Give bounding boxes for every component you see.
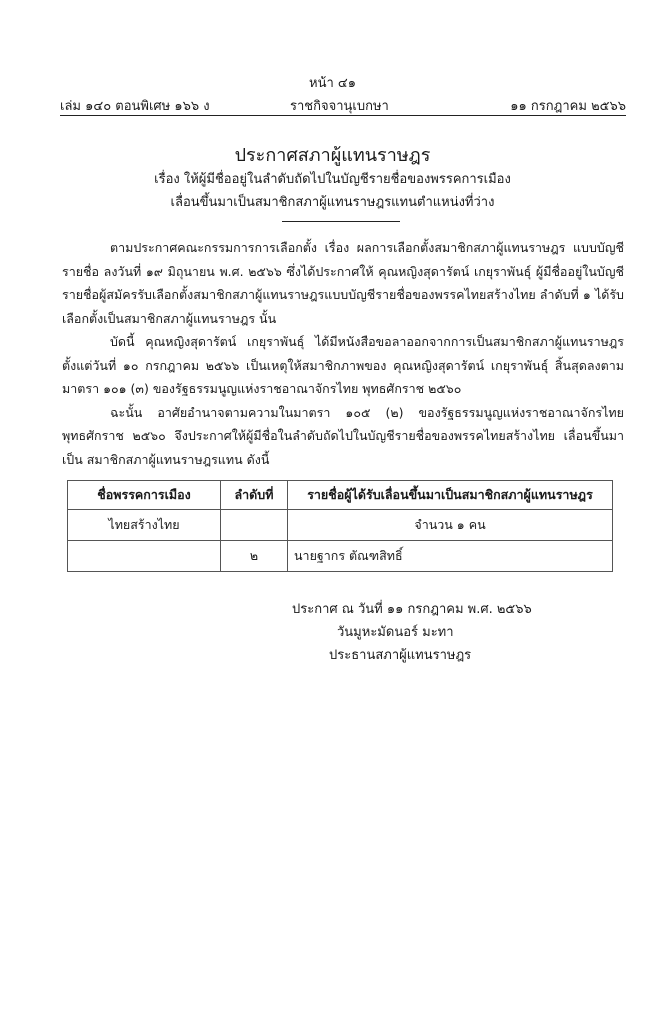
document-title: ประกาศสภาผู้แทนราษฎร (234, 145, 431, 166)
title-divider (282, 221, 400, 222)
announcement-date: ประกาศ ณ วันที่ ๑๑ กรกฎาคม พ.ศ. ๒๕๖๖ (292, 602, 532, 617)
header-divider (60, 115, 626, 116)
cell-order: ๒ (221, 541, 288, 572)
gazette-name: ราชกิจจานุเบกษา (290, 99, 389, 114)
paragraph-1: ตามประกาศคณะกรรมการการเลือกตั้ง เรื่อง ผลการเลือกตั้งสมาชิกสภาผู้แทนราษฎร แบบบัญชีรายชื่อ ลงวันที่ ๑๙ มิถุนายน พ.ศ. ๒๕๖๖ ซึ่งได้ประกาศให้ คุณหญิงสุดารัตน์ เกยุราพันธุ์ ผู้มีชื่ออยู่ในบัญชีรายชื่อผู้สมัครรับเลือกตั้งสมาชิกสภาผู้แทนราษฎรแบบบัญชีรายชื่อของพรรคไทยสร้างไทย ลำดับที่ ๑ ได้รับเลือกตั้งเป็นสมาชิกสภาผู้แทนราษฎร นั้น (62, 240, 624, 326)
replacement-table (67, 480, 613, 572)
table-header-row (68, 481, 613, 510)
document-subject (0, 168, 665, 214)
gazette-date: ๑๑ กรกฎาคม ๒๕๖๖ (510, 99, 626, 114)
signatory-name: วันมูหะมัดนอร์ มะทา (337, 625, 454, 640)
volume-issue: เล่ม ๑๔๐ ตอนพิเศษ ๑๖๖ ง (60, 99, 210, 114)
paragraph-2: บัดนี้ คุณหญิงสุดารัตน์ เกยุราพันธุ์ ได้มีหนังสือขอลาออกจากการเป็นสมาชิกสภาผู้แทนราษฎร ตั้งแต่วันที่ ๑๐ กรกฎาคม ๒๕๖๖ เป็นเหตุให้สมาชิกภาพของ คุณหญิงสุดารัตน์ เกยุราพันธุ์ สิ้นสุดลงตามมาตรา ๑๐๑ (๓) ของรัฐธรรมนูญแห่งราชอาณาจักรไทย พุทธศักราช ๒๕๖๐ (62, 334, 624, 396)
cell-names: นายฐากร ตัณฑสิทธิ์ (288, 541, 613, 572)
subject-line-1: เรื่อง ให้ผู้มีชื่ออยู่ในลำดับถัดไปในบัญชีรายชื่อของพรรคการเมือง (154, 172, 511, 187)
document-body (62, 236, 624, 471)
page-number: หน้า ๔๑ (309, 76, 356, 91)
cell-order (221, 510, 288, 541)
signatory-position: ประธานสภาผู้แทนราษฎร (329, 648, 472, 663)
cell-party: ไทยสร้างไทย (68, 510, 221, 541)
header-order: ลำดับที่ (221, 481, 288, 510)
signature-block (292, 598, 622, 667)
table-row (68, 541, 613, 572)
table-row (68, 510, 613, 541)
cell-party (68, 541, 221, 572)
paragraph-3: ฉะนั้น อาศัยอำนาจตามความในมาตรา ๑๐๕ (๒) ของรัฐธรรมนูญแห่งราชอาณาจักรไทย พุทธศักราช ๒๕๖๐ จึงประกาศให้ผู้มีชื่อในลำดับถัดไปในบัญชีรายชื่อของพรรคไทยสร้างไทย เลื่อนขึ้นมาเป็น สมาชิกสภาผู้แทนราษฎรแทน ดังนี้ (62, 404, 624, 467)
header-party: ชื่อพรรคการเมือง (68, 481, 221, 510)
cell-names: จำนวน ๑ คน (288, 510, 613, 541)
subject-line-2: เลื่อนขึ้นมาเป็นสมาชิกสภาผู้แทนราษฎรแทนตำแหน่งที่ว่าง (170, 195, 495, 210)
header-names: รายชื่อผู้ได้รับเลื่อนขึ้นมาเป็นสมาชิกสภาผู้แทนราษฎร (288, 481, 613, 510)
